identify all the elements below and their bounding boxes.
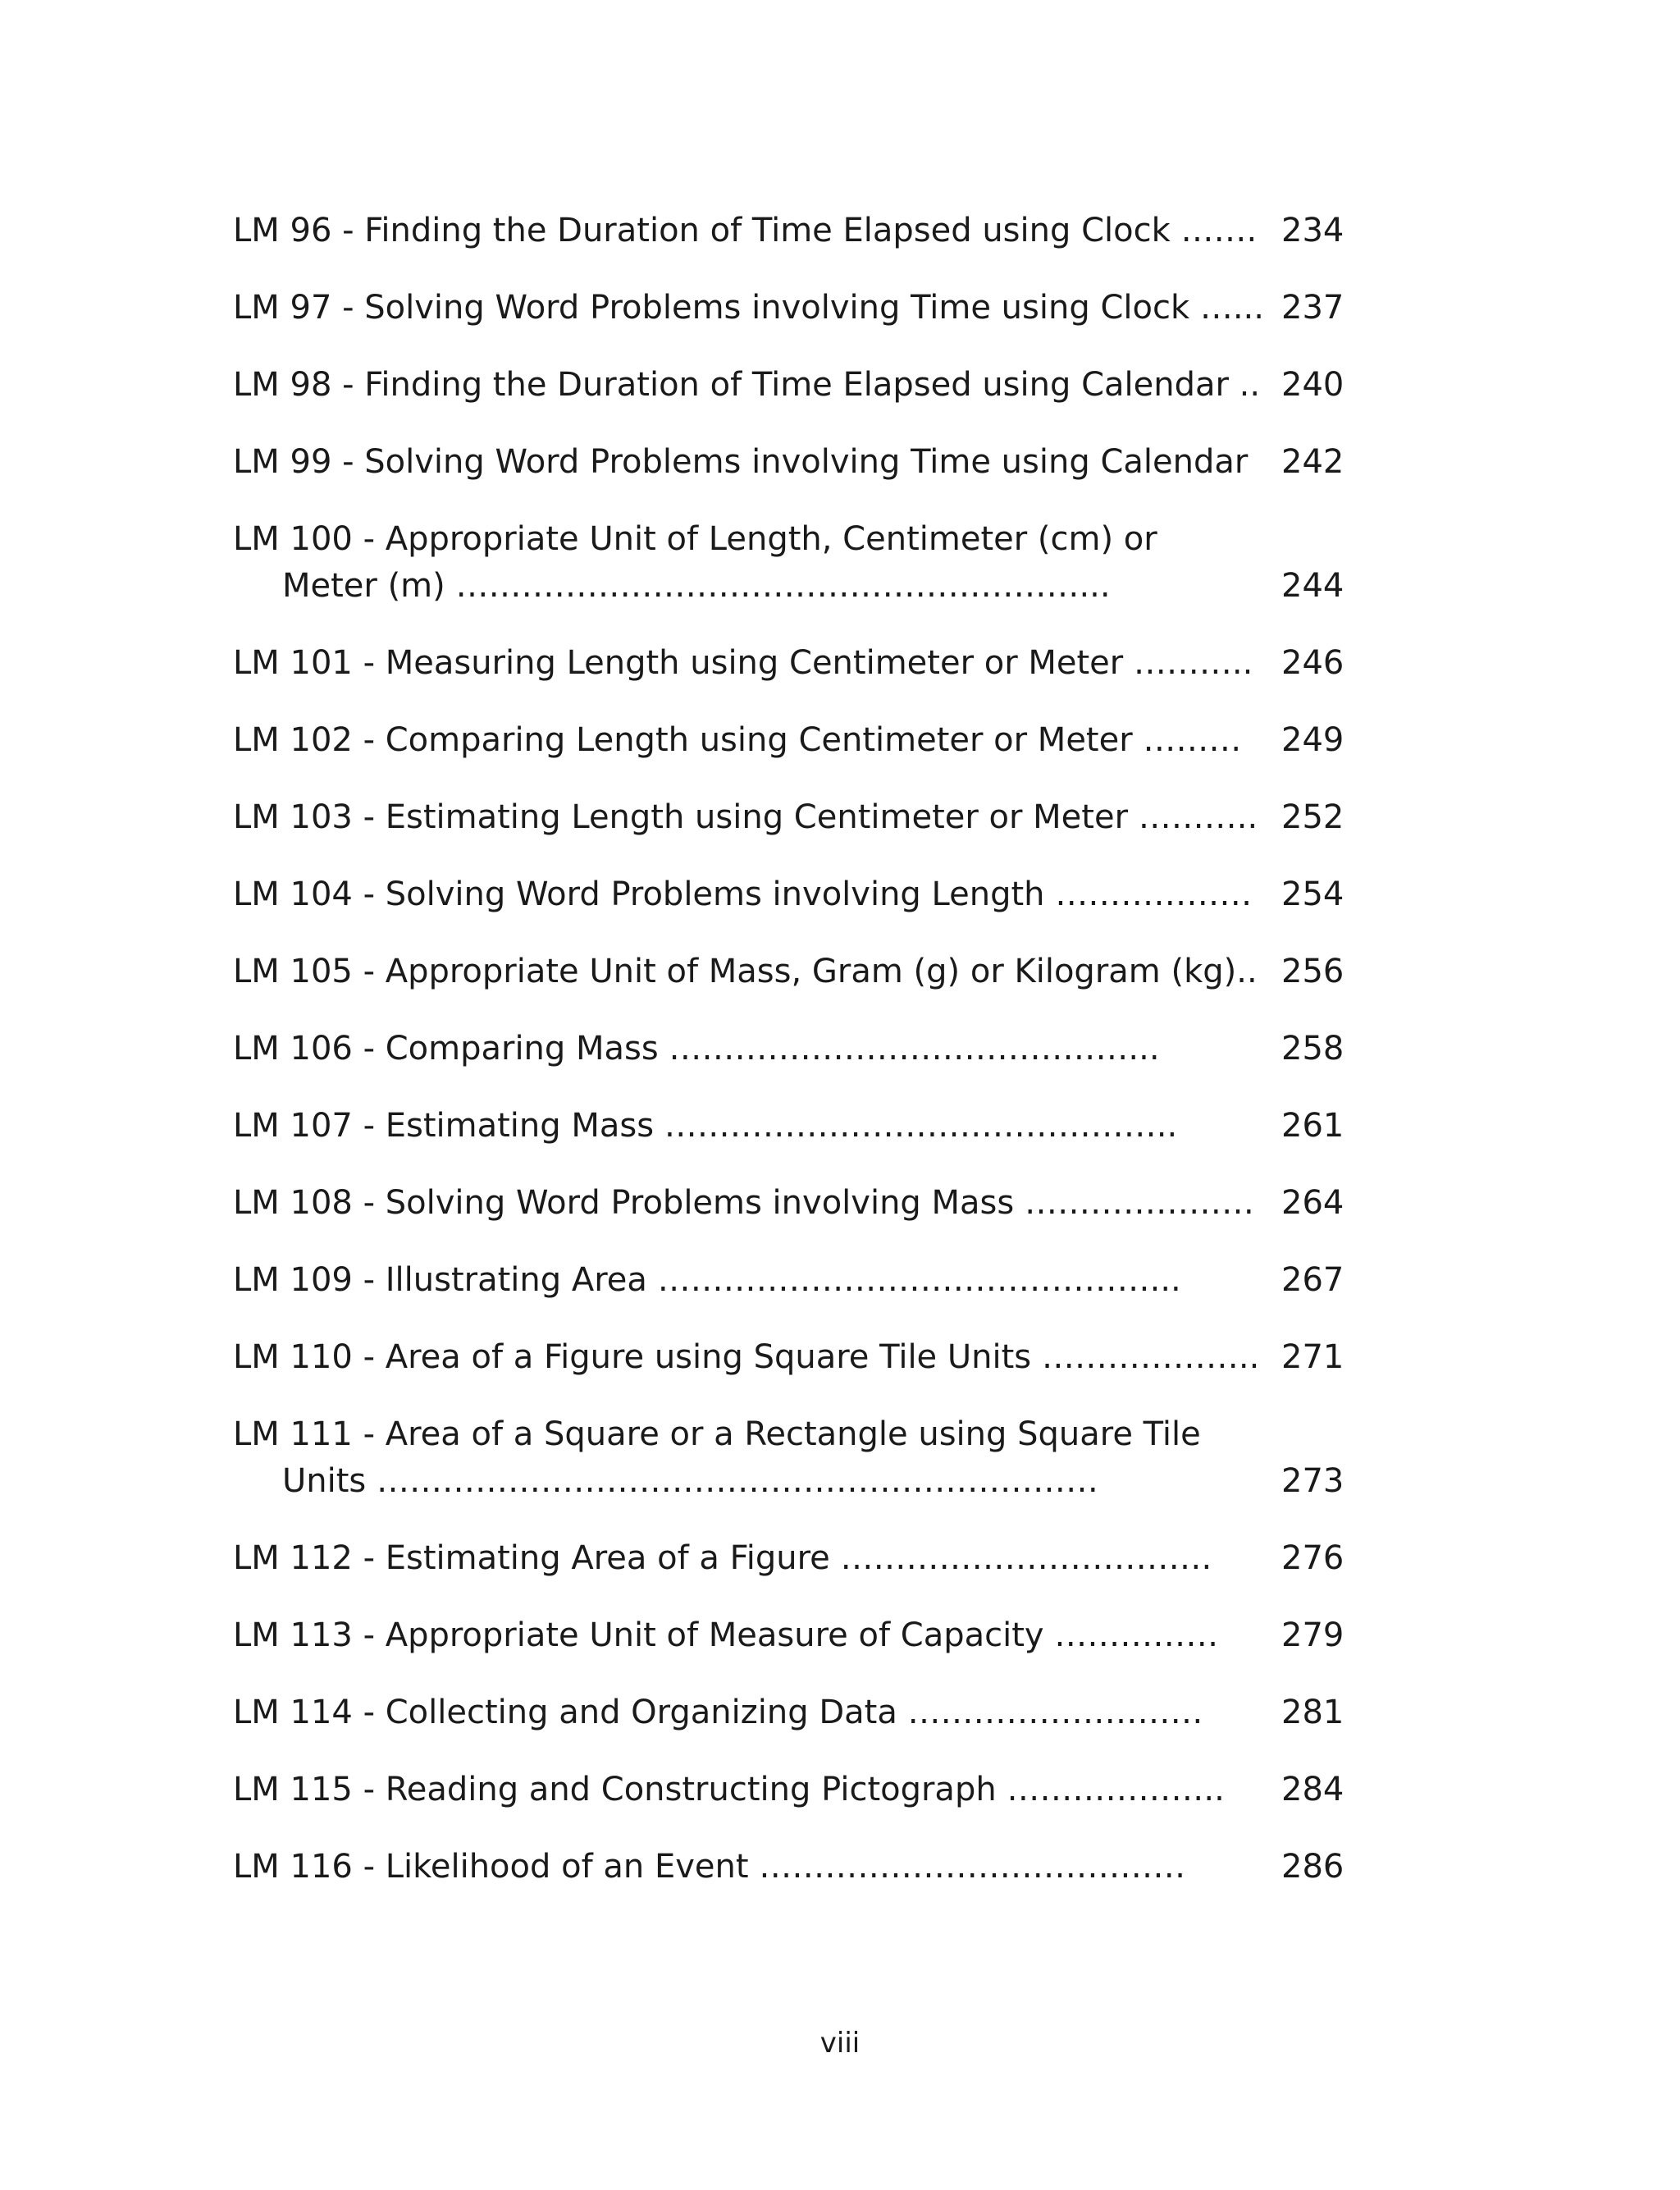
- toc-entry-lm115[interactable]: [233, 1754, 1349, 1831]
- toc-entry-title: LM 105 - Appropriate Unit of Mass, Gram (g) or Kilogram (kg)..: [233, 953, 1258, 990]
- toc-page-number: 254: [1281, 876, 1344, 913]
- toc-entry-title: LM 101 - Measuring Length using Centimeter or Meter ………..: [233, 644, 1253, 682]
- toc-page-number: 244: [1281, 567, 1344, 605]
- toc-entry-title: LM 104 - Solving Word Problems involving Length ………………: [233, 876, 1253, 913]
- toc-page-number: 258: [1281, 1030, 1344, 1068]
- toc-entry-title: LM 96 - Finding the Duration of Time Elapsed using Clock …….: [233, 212, 1258, 249]
- toc-entry-title: LM 98 - Finding the Duration of Time Elapsed using Calendar ..: [233, 366, 1261, 404]
- toc-entry-title: LM 106 - Comparing Mass ……………………………………...: [233, 1030, 1160, 1068]
- toc-entry-lm97[interactable]: [233, 272, 1349, 350]
- toc-page-number: 242: [1281, 443, 1344, 481]
- toc-entry-title: LM 113 - Appropriate Unit of Measure of Capacity ……………: [233, 1616, 1219, 1654]
- toc-entry-lm104[interactable]: [233, 859, 1349, 936]
- toc-entry-title: LM 110 - Area of a Figure using Square Tile Units ………………..: [233, 1338, 1260, 1376]
- table-of-contents: [233, 195, 1349, 1909]
- toc-entry-lm113[interactable]: [233, 1600, 1349, 1677]
- page-number-footer: viii: [819, 2027, 861, 2060]
- toc-entry-lm99[interactable]: [233, 427, 1349, 504]
- toc-entry-title: LM 109 - Illustrating Area ………………………………………...: [233, 1261, 1181, 1299]
- toc-page-number: 240: [1281, 366, 1344, 404]
- toc-page-number: 284: [1281, 1771, 1344, 1808]
- toc-entry-title: LM 100 - Appropriate Unit of Length, Centimeter (cm) or: [233, 520, 1157, 558]
- toc-entry-lm106[interactable]: [233, 1013, 1349, 1090]
- toc-entry-title: LM 108 - Solving Word Problems involving Mass …………………: [233, 1184, 1254, 1222]
- toc-entry-lm111[interactable]: [233, 1399, 1349, 1523]
- toc-page-number: 249: [1281, 721, 1344, 759]
- toc-entry-title: LM 97 - Solving Word Problems involving Time using Clock …...: [233, 289, 1264, 327]
- toc-entry-lm110[interactable]: [233, 1322, 1349, 1399]
- toc-entry-lm114[interactable]: [233, 1677, 1349, 1754]
- toc-page-number: 264: [1281, 1184, 1344, 1222]
- toc-entry-lm108[interactable]: [233, 1168, 1349, 1245]
- toc-page-number: 267: [1281, 1261, 1344, 1299]
- toc-entry-title-continued: Meter (m) …………………………………………………...: [282, 567, 1111, 605]
- toc-entry-lm107[interactable]: [233, 1090, 1349, 1168]
- toc-page-number: 237: [1281, 289, 1344, 327]
- toc-entry-title: LM 103 - Estimating Length using Centimeter or Meter ………..: [233, 798, 1258, 836]
- toc-page-number: 279: [1281, 1616, 1344, 1654]
- toc-entry-lm105[interactable]: [233, 936, 1349, 1013]
- toc-page-number: 273: [1281, 1462, 1344, 1500]
- toc-entry-lm103[interactable]: [233, 782, 1349, 859]
- toc-page-number: 271: [1281, 1338, 1344, 1376]
- toc-entry-title: LM 116 - Likelihood of an Event …………………………………: [233, 1848, 1186, 1886]
- toc-entry-lm116[interactable]: [233, 1831, 1349, 1909]
- toc-page-number: 281: [1281, 1694, 1344, 1731]
- toc-entry-lm109[interactable]: [233, 1245, 1349, 1322]
- toc-entry-title: LM 107 - Estimating Mass ………………………………………..: [233, 1107, 1178, 1145]
- toc-page-number: 286: [1281, 1848, 1344, 1886]
- toc-entry-lm102[interactable]: [233, 705, 1349, 782]
- toc-entry-title: LM 99 - Solving Word Problems involving Time using Calendar: [233, 443, 1249, 481]
- toc-entry-lm112[interactable]: [233, 1523, 1349, 1600]
- toc-page-number: 256: [1281, 953, 1344, 990]
- toc-page-number: 261: [1281, 1107, 1344, 1145]
- toc-entry-lm101[interactable]: [233, 628, 1349, 705]
- toc-entry-title: LM 114 - Collecting and Organizing Data ………………………: [233, 1694, 1203, 1731]
- toc-entry-lm96[interactable]: [233, 195, 1349, 272]
- toc-entry-lm98[interactable]: [233, 350, 1349, 427]
- toc-entry-title: LM 111 - Area of a Square or a Rectangle using Square Tile: [233, 1415, 1201, 1453]
- toc-entry-title: LM 102 - Comparing Length using Centimeter or Meter ………: [233, 721, 1242, 759]
- toc-page-number: 276: [1281, 1539, 1344, 1577]
- toc-page-number: 234: [1281, 212, 1344, 249]
- toc-page-number: 252: [1281, 798, 1344, 836]
- toc-page-number: 246: [1281, 644, 1344, 682]
- toc-entry-title: LM 112 - Estimating Area of a Figure …………………………….: [233, 1539, 1212, 1577]
- toc-entry-lm100[interactable]: [233, 504, 1349, 628]
- toc-entry-title: LM 115 - Reading and Constructing Pictograph ………………..: [233, 1771, 1225, 1808]
- toc-entry-title-continued: Units …………………………………………………………: [282, 1462, 1098, 1500]
